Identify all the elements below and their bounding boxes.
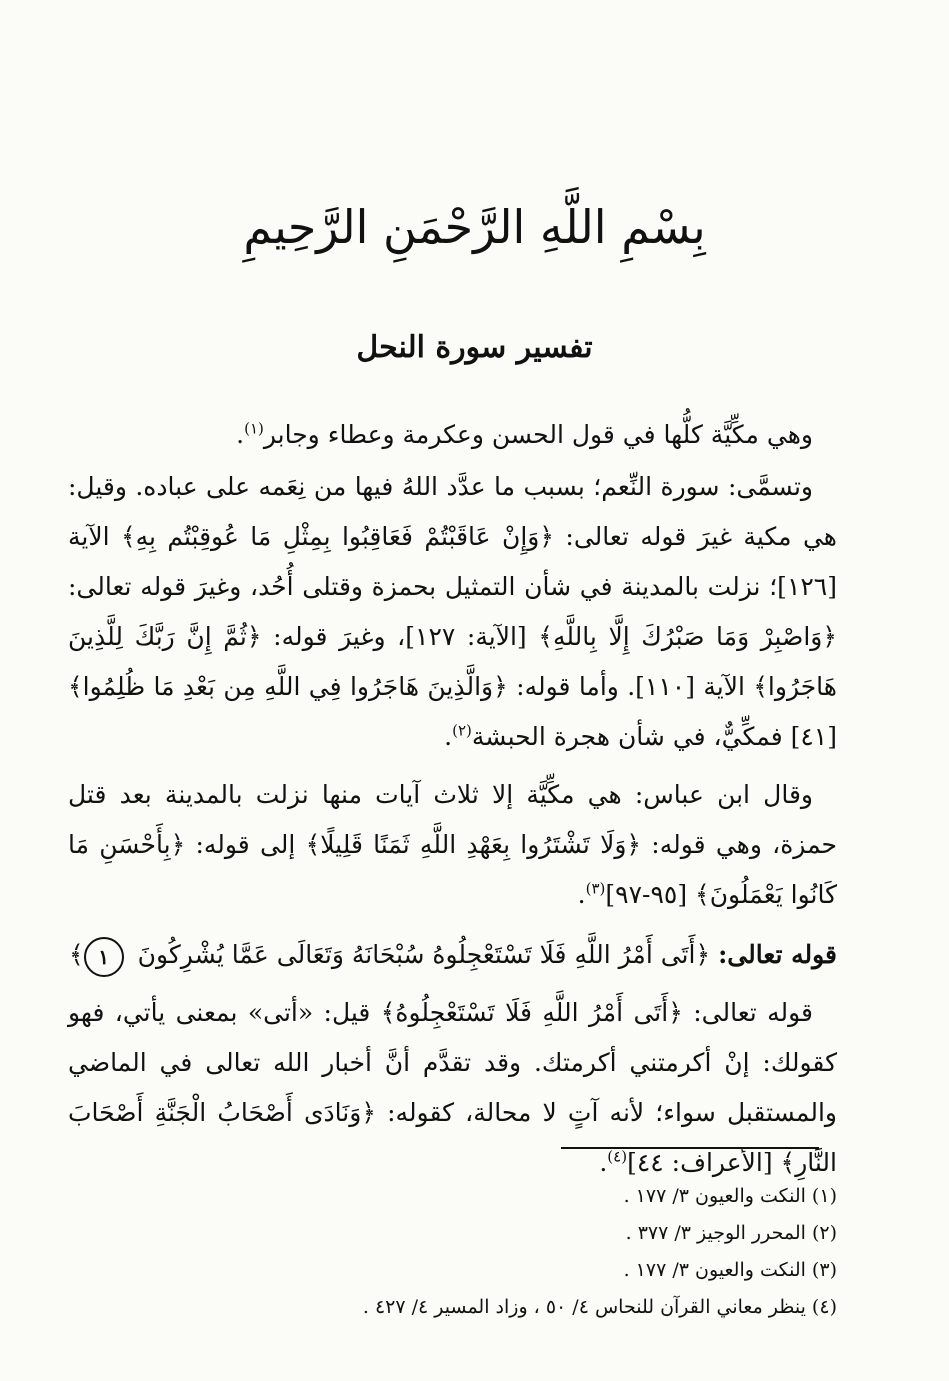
basmala-heading: بِسْمِ اللَّهِ الرَّحْمَنِ الرَّحِيمِ bbox=[243, 200, 706, 254]
footnote-1: (١) النكت والعيون ٣/ ١٧٧ . bbox=[623, 1185, 837, 1207]
paragraph-3-end: . bbox=[577, 880, 586, 909]
paragraph-3 bbox=[68, 770, 837, 920]
footnote-separator bbox=[561, 1147, 819, 1149]
ayah-number-badge: ١ bbox=[84, 937, 124, 977]
commentary-end: . bbox=[599, 1148, 608, 1177]
commentary-text: قوله تعالى: ﴿أَتَى أَمْرُ اللَّهِ فَلَا تَسْتَعْجِلُوهُ﴾ قيل: «أتى» بمعنى يأتي، فهو كقولك: إنْ أكرمتني أكرمتك. وقد تقدَّم أنَّ أخبار الله تعالى في الماضي والمستقبل سواء؛ لأنه آتٍ لا محالة، كقوله: ﴿وَنَادَى أَصْحَابُ الْجَنَّةِ أَصْحَابَ النَّارِ﴾ [الأعراف: ٤٤] bbox=[68, 998, 837, 1177]
paragraph-2-text: وتسمَّى: سورة النِّعم؛ بسبب ما عدَّد اللهُ فيها من نِعَمه على عباده. وقيل: هي مكية غيرَ قوله تعالى: ﴿وَإِنْ عَاقَبْتُمْ فَعَاقِبُوا بِمِثْلِ مَا عُوقِبْتُم بِهِ﴾ الآية [١٢٦]؛ نزلت بالمدينة في شأن التمثيل بحمزة وقتلى أُحُد، وغيرَ قوله تعالى: ﴿وَاصْبِرْ وَمَا صَبْرُكَ إِلَّا بِاللَّهِ﴾ [الآية: ١٢٧]، وغيرَ قوله: ﴿ثُمَّ إِنَّ رَبَّكَ لِلَّذِينَ هَاجَرُوا﴾ الآية [١١٠]. وأما قوله: ﴿وَالَّذِينَ هَاجَرُوا فِي اللَّهِ مِن بَعْدِ مَا ظُلِمُوا﴾ [٤١] فمكِّيٌّ، في شأن هجرة الحبشة bbox=[68, 472, 837, 751]
verse-heading bbox=[68, 930, 837, 980]
paragraph-2-end: . bbox=[444, 722, 453, 751]
verse-heading-label: قوله تعالى: bbox=[718, 940, 837, 969]
footnote-2: (٢) المحرر الوجيز ٣/ ٣٧٧ . bbox=[625, 1222, 837, 1244]
footnote-ref-1: (١) bbox=[244, 419, 264, 438]
paragraph-1-text: وهي مكِّيَّة كلُّها في قول الحسن وعكرمة وعطاء وجابر bbox=[263, 420, 813, 449]
footnote-3: (٣) النكت والعيون ٣/ ١٧٧ . bbox=[623, 1259, 837, 1281]
paragraph-3-text: وقال ابن عباس: هي مكِّيَّة إلا ثلاث آيات منها نزلت بالمدينة بعد قتل حمزة، وهي قوله: ﴿وَلَا تَشْتَرُوا بِعَهْدِ اللَّهِ ثَمَنًا قَلِيلًا﴾ إلى قوله: ﴿بِأَحْسَنِ مَا كَانُوا يَعْمَلُونَ﴾ [٩٥-٩٧] bbox=[68, 780, 837, 909]
footnote-ref-4: (٤) bbox=[607, 1147, 628, 1166]
footnotes bbox=[200, 1178, 837, 1326]
verse-heading-text: ﴿أَتَى أَمْرُ اللَّهِ فَلَا تَسْتَعْجِلُوهُ سُبْحَانَهُ وَتَعَالَى عَمَّا يُشْرِكُونَ bbox=[137, 940, 711, 969]
main-text bbox=[68, 410, 837, 1196]
footnote-ref-3: (٣) bbox=[585, 879, 606, 898]
surah-title: تفسير سورة النحل bbox=[356, 330, 593, 365]
commentary-paragraph bbox=[68, 988, 837, 1188]
paragraph-1 bbox=[68, 410, 837, 460]
paragraph-2 bbox=[68, 462, 837, 762]
footnote-ref-2: (٢) bbox=[452, 721, 472, 740]
footnote-4: (٤) ينظر معاني القرآن للنحاس ٤/ ٥٠ ، وزاد المسير ٤/ ٤٢٧ . bbox=[362, 1296, 837, 1318]
verse-heading-close: ﴾ bbox=[69, 940, 84, 969]
paragraph-1-end: . bbox=[236, 420, 245, 449]
